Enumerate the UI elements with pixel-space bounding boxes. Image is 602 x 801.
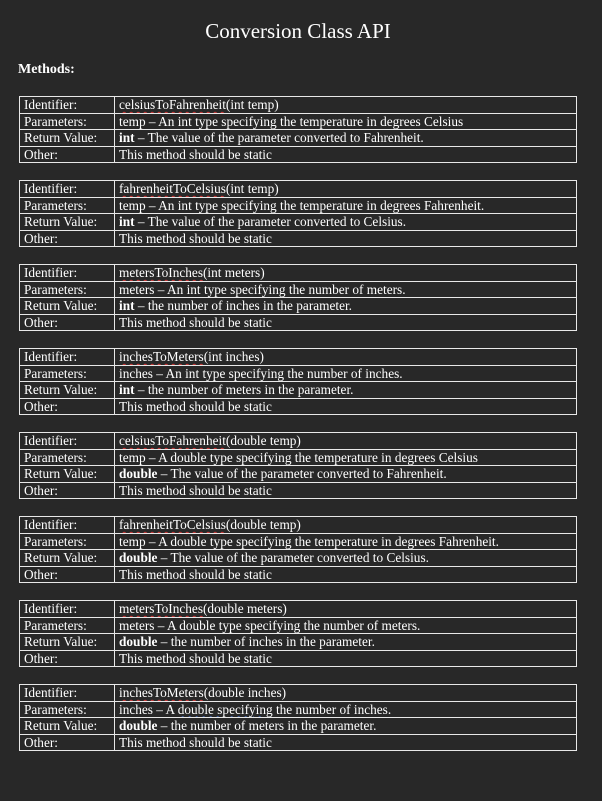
return-value-row: [20, 550, 577, 567]
identifier-row: [20, 181, 577, 198]
identifier-label: Identifier:: [20, 685, 115, 702]
other-value: This method should be static: [115, 650, 577, 667]
method-tables: [19, 96, 577, 768]
method-table: [19, 600, 577, 667]
identifier-row: [20, 517, 577, 534]
parameters-value: inches – An int type specifying the number of inches.: [115, 365, 577, 382]
method-args: (int meters): [203, 265, 265, 280]
identifier-row: [20, 433, 577, 450]
identifier-row: [20, 349, 577, 366]
grammar-flagged-text: double specifying: [177, 701, 273, 717]
identifier-value: [115, 265, 577, 282]
other-label: Other:: [20, 230, 115, 247]
return-description: – The value of the parameter converted to Fahrenheit.: [157, 466, 447, 481]
identifier-row: [20, 601, 577, 618]
return-type: double: [119, 550, 158, 565]
return-value-row: [20, 298, 577, 315]
parameters-suffix: the number of inches.: [272, 701, 392, 717]
identifier-value: [115, 433, 577, 450]
parameters-prefix: inches – A: [119, 701, 178, 717]
return-value-label: Return Value:: [20, 382, 115, 399]
return-value-row: [20, 466, 577, 483]
other-value: This method should be static: [115, 566, 577, 583]
other-row: [20, 398, 577, 415]
method-table: [19, 348, 577, 415]
parameters-row: [20, 281, 577, 298]
parameters-label: Parameters:: [20, 281, 115, 298]
identifier-label: Identifier:: [20, 97, 115, 114]
identifier-value: [115, 601, 577, 618]
page-title: Conversion Class API: [205, 19, 391, 43]
other-row: [20, 230, 577, 247]
method-args: (double meters): [203, 601, 287, 616]
return-type: double: [119, 634, 158, 649]
method-args: (double inches): [203, 685, 287, 700]
parameters-label: Parameters:: [20, 113, 115, 130]
method-args: (int temp): [225, 181, 279, 196]
other-value: This method should be static: [115, 314, 577, 331]
methods-heading: Methods:: [18, 62, 75, 77]
parameters-value: meters – An int type specifying the number of meters.: [115, 281, 577, 298]
return-value: [115, 382, 577, 399]
return-value: [115, 130, 577, 147]
parameters-value: temp – A double type specifying the temperature in degrees Fahrenheit.: [115, 533, 577, 550]
return-value-row: [20, 214, 577, 231]
return-value-label: Return Value:: [20, 550, 115, 567]
other-label: Other:: [20, 146, 115, 163]
return-value-label: Return Value:: [20, 130, 115, 147]
method-name: fahrenheitToCelsius: [119, 517, 226, 532]
parameters-label: Parameters:: [20, 701, 115, 718]
other-label: Other:: [20, 482, 115, 499]
method-name: celsiusToFahrenheit: [119, 97, 226, 112]
return-description: – the number of meters in the parameter.: [134, 382, 354, 397]
return-description: – the number of inches in the parameter.: [134, 298, 353, 313]
parameters-row: [20, 365, 577, 382]
other-row: [20, 482, 577, 499]
method-table: [19, 432, 577, 499]
identifier-label: Identifier:: [20, 601, 115, 618]
return-value: [115, 550, 577, 567]
parameters-value: temp – An int type specifying the temperature in degrees Fahrenheit.: [115, 197, 577, 214]
return-description: – The value of the parameter converted to Fahrenheit.: [134, 130, 424, 145]
return-value-label: Return Value:: [20, 466, 115, 483]
method-name: celsiusToFahrenheit: [119, 433, 226, 448]
method-name: fahrenheitToCelsius: [119, 181, 226, 196]
return-description: – the number of meters in the parameter.: [157, 718, 377, 733]
method-table: [19, 264, 577, 331]
method-table: [19, 96, 577, 163]
method-args: (int temp): [225, 97, 279, 112]
identifier-row: [20, 685, 577, 702]
other-value: This method should be static: [115, 146, 577, 163]
return-description: – The value of the parameter converted to Celsius.: [134, 214, 407, 229]
parameters-row: [20, 113, 577, 130]
identifier-value: [115, 517, 577, 534]
other-value: This method should be static: [115, 230, 577, 247]
return-value-label: Return Value:: [20, 298, 115, 315]
method-name: inchesToMeters: [119, 685, 204, 700]
other-label: Other:: [20, 314, 115, 331]
method-table: [19, 516, 577, 583]
identifier-label: Identifier:: [20, 265, 115, 282]
other-label: Other:: [20, 734, 115, 751]
method-table: [19, 684, 577, 751]
parameters-row: [20, 617, 577, 634]
return-type: double: [119, 718, 158, 733]
return-value: [115, 634, 577, 651]
parameters-row: [20, 449, 577, 466]
other-label: Other:: [20, 398, 115, 415]
identifier-label: Identifier:: [20, 349, 115, 366]
other-value: This method should be static: [115, 734, 577, 751]
return-value-row: [20, 634, 577, 651]
return-value-label: Return Value:: [20, 214, 115, 231]
return-value: [115, 298, 577, 315]
other-value: This method should be static: [115, 398, 577, 415]
return-value-label: Return Value:: [20, 718, 115, 735]
return-value: [115, 718, 577, 735]
return-description: – the number of inches in the parameter.: [157, 634, 375, 649]
parameters-label: Parameters:: [20, 197, 115, 214]
return-value-row: [20, 718, 577, 735]
identifier-value: [115, 349, 577, 366]
parameters-label: Parameters:: [20, 449, 115, 466]
other-value: This method should be static: [115, 482, 577, 499]
return-type: int: [119, 214, 135, 229]
return-description: – The value of the parameter converted to Celsius.: [157, 550, 429, 565]
parameters-value: meters – A double type specifying the number of meters.: [115, 617, 577, 634]
return-value-row: [20, 130, 577, 147]
return-type: int: [119, 298, 135, 313]
other-row: [20, 734, 577, 751]
return-value: [115, 466, 577, 483]
identifier-value: [115, 97, 577, 114]
method-args: (double temp): [225, 517, 301, 532]
parameters-row: [20, 533, 577, 550]
other-row: [20, 314, 577, 331]
method-args: (double temp): [225, 433, 301, 448]
method-name: metersToInches: [119, 265, 203, 280]
identifier-label: Identifier:: [20, 517, 115, 534]
parameters-value: temp – An int type specifying the temperature in degrees Celsius: [115, 113, 577, 130]
parameters-label: Parameters:: [20, 365, 115, 382]
return-type: int: [119, 382, 135, 397]
parameters-value: temp – A double type specifying the temperature in degrees Celsius: [115, 449, 577, 466]
method-name: metersToInches: [119, 601, 203, 616]
parameters-label: Parameters:: [20, 533, 115, 550]
return-value: [115, 214, 577, 231]
method-args: (int inches): [203, 349, 264, 364]
other-row: [20, 146, 577, 163]
identifier-label: Identifier:: [20, 181, 115, 198]
method-table: [19, 180, 577, 247]
return-value-row: [20, 382, 577, 399]
identifier-value: [115, 181, 577, 198]
other-row: [20, 650, 577, 667]
identifier-row: [20, 97, 577, 114]
method-name: inchesToMeters: [119, 349, 204, 364]
other-label: Other:: [20, 650, 115, 667]
parameters-row: [20, 701, 577, 718]
parameters-row: [20, 197, 577, 214]
parameters-label: Parameters:: [20, 617, 115, 634]
return-type: double: [119, 466, 158, 481]
other-label: Other:: [20, 566, 115, 583]
identifier-row: [20, 265, 577, 282]
identifier-value: [115, 685, 577, 702]
parameters-value: [115, 701, 577, 718]
identifier-label: Identifier:: [20, 433, 115, 450]
return-type: int: [119, 130, 135, 145]
return-value-label: Return Value:: [20, 634, 115, 651]
other-row: [20, 566, 577, 583]
